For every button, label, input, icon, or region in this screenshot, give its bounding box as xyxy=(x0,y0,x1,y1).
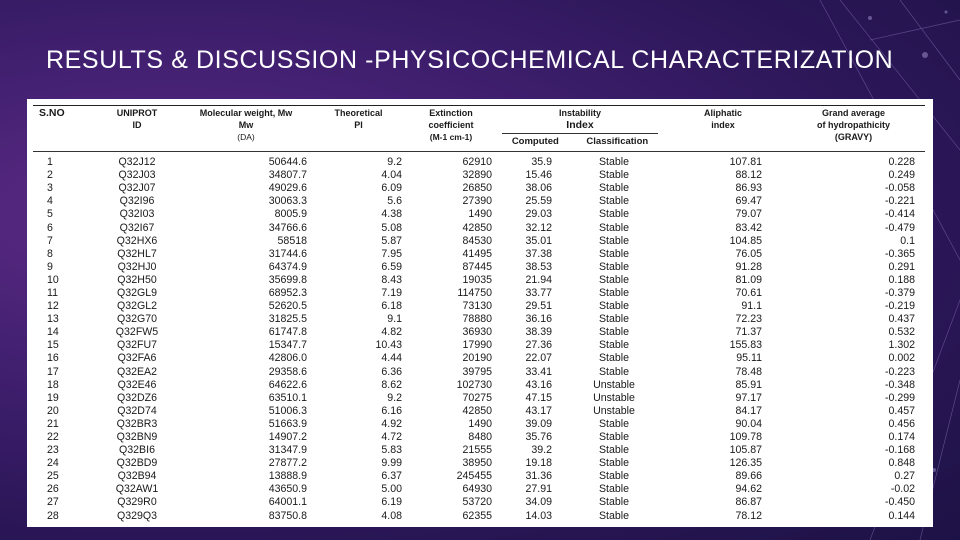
cell-molecular-weight: 29358.6 xyxy=(268,365,307,378)
cell-uniprot-id: Q32GL9 xyxy=(116,286,158,299)
cell-gravy: -0.168 xyxy=(884,444,915,457)
table-row xyxy=(33,221,925,234)
cell-instability-computed: 29.51 xyxy=(525,300,552,313)
cell-classification: Stable xyxy=(598,444,630,457)
table-row xyxy=(33,274,925,287)
cell-sno: 4 xyxy=(47,195,53,208)
cell-extinction-coefficient: 36930 xyxy=(462,326,492,339)
cell-classification: Stable xyxy=(598,365,630,378)
cell-uniprot-id: Q32I03 xyxy=(119,208,155,221)
table-body xyxy=(33,152,925,523)
header-theoretical-pi: Theoretical PI xyxy=(311,106,406,152)
cell-instability-computed: 36.16 xyxy=(525,313,552,326)
cell-theoretical-pi: 5.83 xyxy=(381,444,402,457)
cell-extinction-coefficient: 42850 xyxy=(462,221,492,234)
cell-theoretical-pi: 6.36 xyxy=(381,365,402,378)
table-row xyxy=(33,366,925,379)
cell-molecular-weight: 15347.7 xyxy=(268,339,307,352)
cell-uniprot-id: Q32BD9 xyxy=(116,457,158,470)
cell-uniprot-id: Q32FA6 xyxy=(117,352,157,365)
cell-sno: 7 xyxy=(47,234,53,247)
table-row xyxy=(33,418,925,431)
cell-extinction-coefficient: 62355 xyxy=(462,509,492,522)
cell-uniprot-id: Q32FW5 xyxy=(115,326,159,339)
cell-sno: 13 xyxy=(47,313,59,326)
cell-sno: 22 xyxy=(47,431,59,444)
cell-classification: Stable xyxy=(598,313,630,326)
cell-molecular-weight: 63510.1 xyxy=(268,391,307,404)
cell-uniprot-id: Q32HL7 xyxy=(117,247,157,260)
cell-uniprot-id: Q32H50 xyxy=(117,273,157,286)
cell-molecular-weight: 13888.9 xyxy=(268,470,307,483)
cell-sno: 6 xyxy=(47,221,53,234)
cell-molecular-weight: 31347.9 xyxy=(268,444,307,457)
cell-classification: Stable xyxy=(598,352,630,365)
cell-molecular-weight: 64001.1 xyxy=(268,496,307,509)
cell-extinction-coefficient: 32890 xyxy=(462,169,492,182)
table-row xyxy=(33,261,925,274)
cell-molecular-weight: 34807.7 xyxy=(268,169,307,182)
cell-instability-computed: 27.36 xyxy=(525,339,552,352)
cell-classification: Stable xyxy=(598,260,630,273)
cell-extinction-coefficient: 114750 xyxy=(457,286,492,299)
cell-instability-computed: 27.91 xyxy=(525,483,552,496)
cell-molecular-weight: 42806.0 xyxy=(268,352,307,365)
cell-gravy: -0.299 xyxy=(884,391,915,404)
cell-sno: 2 xyxy=(47,169,53,182)
cell-extinction-coefficient: 41495 xyxy=(462,247,492,260)
cell-theoretical-pi: 4.04 xyxy=(381,169,402,182)
cell-instability-computed: 39.09 xyxy=(525,417,552,430)
cell-theoretical-pi: 5.87 xyxy=(381,234,402,247)
cell-gravy: 0.532 xyxy=(888,326,915,339)
header-extinction-coefficient: Extinction coefficient (M-1 cm-1) xyxy=(406,106,496,152)
cell-aliphatic-index: 70.61 xyxy=(735,286,762,299)
cell-classification: Stable xyxy=(598,195,630,208)
cell-molecular-weight: 49029.6 xyxy=(268,182,307,195)
cell-instability-computed: 38.06 xyxy=(525,182,552,195)
cell-extinction-coefficient: 53720 xyxy=(462,496,492,509)
cell-classification: Stable xyxy=(598,496,630,509)
table-row xyxy=(33,182,925,195)
header-aliphatic-index: Aliphatic index xyxy=(664,106,782,152)
cell-sno: 20 xyxy=(47,404,59,417)
cell-instability-computed: 31.36 xyxy=(525,470,552,483)
cell-sno: 14 xyxy=(47,326,59,339)
table-row xyxy=(33,510,925,523)
cell-instability-computed: 39.2 xyxy=(531,444,552,457)
cell-classification: Stable xyxy=(598,286,630,299)
cell-uniprot-id: Q32FU7 xyxy=(116,339,158,352)
cell-theoretical-pi: 8.43 xyxy=(381,273,402,286)
cell-molecular-weight: 51006.3 xyxy=(268,404,307,417)
cell-aliphatic-index: 78.48 xyxy=(735,365,762,378)
cell-gravy: 1.302 xyxy=(888,339,915,352)
cell-molecular-weight: 43650.9 xyxy=(268,483,307,496)
cell-gravy: 0.456 xyxy=(888,417,915,430)
cell-sno: 16 xyxy=(47,352,59,365)
table-row xyxy=(33,235,925,248)
cell-sno: 26 xyxy=(47,483,59,496)
cell-sno: 17 xyxy=(47,365,59,378)
cell-extinction-coefficient: 78880 xyxy=(462,313,492,326)
cell-extinction-coefficient: 8480 xyxy=(468,431,492,444)
cell-molecular-weight: 35699.8 xyxy=(268,273,307,286)
cell-molecular-weight: 31825.5 xyxy=(268,313,307,326)
cell-instability-computed: 33.77 xyxy=(525,286,552,299)
header-instability-computed: Computed xyxy=(511,136,559,147)
cell-molecular-weight: 27877.2 xyxy=(268,457,307,470)
cell-aliphatic-index: 83.42 xyxy=(735,221,762,234)
cell-molecular-weight: 68952.3 xyxy=(268,286,307,299)
cell-aliphatic-index: 97.17 xyxy=(735,391,762,404)
header-sno: S.NO xyxy=(33,106,93,152)
cell-aliphatic-index: 79.07 xyxy=(735,208,762,221)
cell-instability-computed: 14.03 xyxy=(525,509,552,522)
table-row xyxy=(33,287,925,300)
cell-classification: Stable xyxy=(598,234,630,247)
cell-classification: Stable xyxy=(598,273,630,286)
cell-aliphatic-index: 88.12 xyxy=(735,169,762,182)
cell-sno: 15 xyxy=(47,339,59,352)
cell-aliphatic-index: 71.37 xyxy=(735,326,762,339)
cell-uniprot-id: Q32DZ6 xyxy=(116,391,158,404)
table-row xyxy=(33,339,925,352)
table-row xyxy=(33,208,925,221)
cell-classification: Unstable xyxy=(593,378,635,391)
cell-molecular-weight: 34766.6 xyxy=(268,221,307,234)
cell-instability-computed: 35.9 xyxy=(531,156,552,169)
cell-classification: Stable xyxy=(598,182,630,195)
cell-molecular-weight: 83750.8 xyxy=(268,509,307,522)
cell-instability-computed: 25.59 xyxy=(525,195,552,208)
cell-gravy: -0.02 xyxy=(890,483,915,496)
cell-sno: 9 xyxy=(47,260,53,273)
cell-aliphatic-index: 155.83 xyxy=(729,339,762,352)
cell-classification: Stable xyxy=(598,339,630,352)
table-row xyxy=(33,444,925,457)
cell-theoretical-pi: 8.62 xyxy=(381,378,402,391)
cell-theoretical-pi: 6.16 xyxy=(381,404,402,417)
cell-theoretical-pi: 4.72 xyxy=(381,431,402,444)
cell-gravy: 0.1 xyxy=(900,234,915,247)
cell-classification: Stable xyxy=(598,470,630,483)
cell-extinction-coefficient: 87445 xyxy=(462,260,492,273)
cell-classification: Stable xyxy=(598,483,630,496)
cell-uniprot-id: Q32HJ0 xyxy=(117,260,157,273)
cell-instability-computed: 38.39 xyxy=(525,326,552,339)
cell-molecular-weight: 64374.9 xyxy=(268,260,307,273)
cell-aliphatic-index: 78.12 xyxy=(735,509,762,522)
cell-aliphatic-index: 89.66 xyxy=(735,470,762,483)
cell-gravy: -0.450 xyxy=(884,496,915,509)
cell-sno: 8 xyxy=(47,247,53,260)
table-row xyxy=(33,431,925,444)
cell-uniprot-id: Q32BR3 xyxy=(116,417,158,430)
cell-molecular-weight: 31744.6 xyxy=(268,247,307,260)
cell-theoretical-pi: 5.08 xyxy=(381,221,402,234)
cell-gravy: 0.188 xyxy=(888,273,915,286)
cell-sno: 18 xyxy=(47,378,59,391)
cell-theoretical-pi: 5.6 xyxy=(387,195,402,208)
cell-instability-computed: 22.07 xyxy=(525,352,552,365)
table-row xyxy=(33,405,925,418)
cell-uniprot-id: Q32E46 xyxy=(117,378,157,391)
cell-uniprot-id: Q329Q3 xyxy=(116,509,158,522)
cell-sno: 5 xyxy=(47,208,53,221)
cell-theoretical-pi: 9.2 xyxy=(387,391,402,404)
cell-uniprot-id: Q32B94 xyxy=(117,470,157,483)
table-row xyxy=(33,496,925,509)
table-row xyxy=(33,195,925,208)
cell-gravy: 0.249 xyxy=(888,169,915,182)
cell-classification: Stable xyxy=(598,509,630,522)
table-row xyxy=(33,313,925,326)
table-row xyxy=(33,248,925,261)
cell-uniprot-id: Q32J03 xyxy=(118,169,156,182)
cell-uniprot-id: Q32I67 xyxy=(119,221,155,234)
cell-gravy: -0.221 xyxy=(884,195,915,208)
cell-molecular-weight: 50644.6 xyxy=(268,156,307,169)
cell-gravy: 0.144 xyxy=(888,509,915,522)
cell-aliphatic-index: 86.87 xyxy=(735,496,762,509)
cell-classification: Stable xyxy=(598,457,630,470)
cell-gravy: -0.058 xyxy=(884,182,915,195)
cell-uniprot-id: Q32J07 xyxy=(118,182,156,195)
cell-instability-computed: 29.03 xyxy=(525,208,552,221)
cell-aliphatic-index: 104.85 xyxy=(729,234,762,247)
cell-extinction-coefficient: 1490 xyxy=(468,208,492,221)
cell-aliphatic-index: 94.62 xyxy=(735,483,762,496)
cell-aliphatic-index: 105.87 xyxy=(729,444,762,457)
cell-uniprot-id: Q329R0 xyxy=(117,496,157,509)
cell-theoretical-pi: 5.00 xyxy=(381,483,402,496)
cell-theoretical-pi: 7.19 xyxy=(381,286,402,299)
table-row xyxy=(33,352,925,365)
cell-instability-computed: 32.12 xyxy=(525,221,552,234)
cell-gravy: 0.437 xyxy=(888,313,915,326)
cell-gravy: 0.27 xyxy=(894,470,915,483)
cell-sno: 11 xyxy=(47,286,58,299)
cell-sno: 3 xyxy=(47,182,53,195)
cell-gravy: -0.223 xyxy=(884,365,915,378)
cell-extinction-coefficient: 26850 xyxy=(462,182,492,195)
cell-extinction-coefficient: 19035 xyxy=(462,273,492,286)
cell-instability-computed: 19.18 xyxy=(525,457,552,470)
cell-extinction-coefficient: 73130 xyxy=(462,300,492,313)
cell-gravy: -0.348 xyxy=(884,378,915,391)
cell-classification: Stable xyxy=(598,156,630,169)
cell-instability-computed: 34.09 xyxy=(525,496,552,509)
cell-gravy: 0.228 xyxy=(888,156,915,169)
cell-gravy: 0.457 xyxy=(888,404,915,417)
cell-uniprot-id: Q32BI6 xyxy=(119,444,155,457)
cell-instability-computed: 15.46 xyxy=(525,169,552,182)
cell-extinction-coefficient: 38950 xyxy=(462,457,492,470)
cell-theoretical-pi: 7.95 xyxy=(381,247,402,260)
cell-extinction-coefficient: 20190 xyxy=(462,352,492,365)
results-table-panel xyxy=(27,99,933,527)
cell-aliphatic-index: 90.04 xyxy=(735,417,762,430)
table-row xyxy=(33,483,925,496)
cell-sno: 24 xyxy=(47,457,59,470)
cell-sno: 25 xyxy=(47,470,59,483)
cell-theoretical-pi: 4.82 xyxy=(381,326,402,339)
cell-instability-computed: 35.76 xyxy=(525,431,552,444)
cell-theoretical-pi: 10.43 xyxy=(375,339,402,352)
header-gravy: Grand average of hydropathicity (GRAVY) xyxy=(782,106,925,152)
cell-aliphatic-index: 84.17 xyxy=(735,404,762,417)
table-header-row xyxy=(33,106,925,152)
cell-uniprot-id: Q32BN9 xyxy=(116,431,158,444)
cell-molecular-weight: 64622.6 xyxy=(268,378,307,391)
cell-uniprot-id: Q32HX6 xyxy=(116,234,158,247)
cell-extinction-coefficient: 1490 xyxy=(468,417,492,430)
cell-classification: Stable xyxy=(598,300,630,313)
cell-instability-computed: 33.41 xyxy=(525,365,552,378)
cell-uniprot-id: Q32I96 xyxy=(119,195,155,208)
cell-instability-computed: 47.15 xyxy=(525,391,552,404)
cell-classification: Stable xyxy=(598,431,630,444)
table-row xyxy=(33,457,925,470)
cell-instability-computed: 38.53 xyxy=(525,260,552,273)
physicochemical-table xyxy=(33,105,925,523)
cell-molecular-weight: 14907.2 xyxy=(268,431,307,444)
cell-gravy: 0.002 xyxy=(888,352,915,365)
cell-aliphatic-index: 95.11 xyxy=(736,352,762,365)
cell-aliphatic-index: 86.93 xyxy=(735,182,762,195)
cell-theoretical-pi: 6.18 xyxy=(381,300,402,313)
cell-classification: Stable xyxy=(598,221,630,234)
cell-sno: 28 xyxy=(47,509,59,522)
header-uniprot-id: UNIPROT ID xyxy=(93,106,181,152)
cell-classification: Stable xyxy=(598,169,630,182)
cell-molecular-weight: 51663.9 xyxy=(268,417,307,430)
cell-theoretical-pi: 9.1 xyxy=(387,313,402,326)
cell-aliphatic-index: 85.91 xyxy=(735,378,762,391)
cell-uniprot-id: Q32EA2 xyxy=(116,365,158,378)
cell-extinction-coefficient: 245455 xyxy=(456,470,492,483)
cell-sno: 19 xyxy=(47,391,59,404)
cell-extinction-coefficient: 70275 xyxy=(462,391,492,404)
cell-aliphatic-index: 81.09 xyxy=(735,273,762,286)
cell-theoretical-pi: 4.92 xyxy=(381,417,402,430)
cell-gravy: -0.219 xyxy=(884,300,915,313)
cell-extinction-coefficient: 84530 xyxy=(462,234,492,247)
cell-sno: 27 xyxy=(47,496,59,509)
cell-extinction-coefficient: 62910 xyxy=(462,156,492,169)
cell-extinction-coefficient: 39795 xyxy=(462,365,492,378)
cell-theoretical-pi: 4.44 xyxy=(381,352,402,365)
table-row xyxy=(33,379,925,392)
table-row xyxy=(33,470,925,483)
cell-uniprot-id: Q32G70 xyxy=(116,313,158,326)
cell-aliphatic-index: 91.28 xyxy=(735,260,762,273)
cell-aliphatic-index: 126.35 xyxy=(729,457,762,470)
table-row xyxy=(33,300,925,313)
cell-theoretical-pi: 9.2 xyxy=(387,156,402,169)
cell-gravy: 0.848 xyxy=(888,457,915,470)
header-molecular-weight: Molecular weight, Mw Mw (DA) xyxy=(181,106,311,152)
cell-theoretical-pi: 4.08 xyxy=(381,509,402,522)
cell-instability-computed: 43.17 xyxy=(525,404,552,417)
cell-instability-computed: 43.16 xyxy=(525,378,552,391)
cell-instability-computed: 21.94 xyxy=(525,273,552,286)
cell-theoretical-pi: 4.38 xyxy=(381,208,402,221)
cell-gravy: -0.479 xyxy=(884,221,915,234)
cell-classification: Unstable xyxy=(593,404,635,417)
cell-molecular-weight: 52620.5 xyxy=(268,300,307,313)
cell-uniprot-id: Q32GL2 xyxy=(116,300,158,313)
cell-theoretical-pi: 6.37 xyxy=(381,470,402,483)
cell-molecular-weight: 30063.3 xyxy=(268,195,307,208)
cell-sno: 12 xyxy=(47,300,59,313)
cell-aliphatic-index: 107.81 xyxy=(729,156,762,169)
cell-theoretical-pi: 6.59 xyxy=(381,260,402,273)
cell-gravy: 0.174 xyxy=(888,431,915,444)
cell-molecular-weight: 61747.8 xyxy=(268,326,307,339)
cell-classification: Stable xyxy=(598,247,630,260)
cell-extinction-coefficient: 102730 xyxy=(456,378,492,391)
cell-aliphatic-index: 76.05 xyxy=(735,247,762,260)
cell-classification: Unstable xyxy=(593,391,635,404)
cell-sno: 23 xyxy=(47,444,59,457)
table-row xyxy=(33,326,925,339)
cell-extinction-coefficient: 21555 xyxy=(462,444,492,457)
cell-uniprot-id: Q32D74 xyxy=(117,404,157,417)
cell-classification: Stable xyxy=(598,208,630,221)
cell-gravy: -0.365 xyxy=(884,247,915,260)
cell-sno: 10 xyxy=(47,273,59,286)
cell-theoretical-pi: 9.99 xyxy=(381,457,402,470)
cell-molecular-weight: 58518 xyxy=(277,234,307,247)
cell-aliphatic-index: 109.78 xyxy=(729,431,762,444)
cell-theoretical-pi: 6.19 xyxy=(381,496,402,509)
table-row xyxy=(33,169,925,182)
cell-sno: 1 xyxy=(47,156,53,169)
cell-gravy: 0.291 xyxy=(888,260,915,273)
cell-extinction-coefficient: 17990 xyxy=(462,339,492,352)
table-row xyxy=(33,392,925,405)
cell-theoretical-pi: 6.09 xyxy=(381,182,402,195)
cell-sno: 21 xyxy=(47,417,59,430)
cell-extinction-coefficient: 42850 xyxy=(462,404,492,417)
cell-classification: Stable xyxy=(598,326,630,339)
cell-gravy: -0.379 xyxy=(884,286,915,299)
cell-extinction-coefficient: 64930 xyxy=(462,483,492,496)
cell-uniprot-id: Q32J12 xyxy=(118,156,156,169)
cell-gravy: -0.414 xyxy=(884,208,915,221)
cell-molecular-weight: 8005.9 xyxy=(274,208,307,221)
cell-uniprot-id: Q32AW1 xyxy=(115,483,159,496)
cell-extinction-coefficient: 27390 xyxy=(462,195,492,208)
cell-instability-computed: 35.01 xyxy=(525,234,552,247)
cell-classification: Stable xyxy=(598,417,630,430)
slide-title: RESULTS & DISCUSSION -PHYSICOCHEMICAL CHARACTERIZATION xyxy=(46,46,894,74)
cell-aliphatic-index: 69.47 xyxy=(735,195,762,208)
cell-aliphatic-index: 72.23 xyxy=(735,313,762,326)
table-row xyxy=(33,152,925,170)
header-instability-index: Instability Index Computed Classification xyxy=(496,106,664,152)
cell-instability-computed: 37.38 xyxy=(525,247,552,260)
header-instability-classification: Classification xyxy=(586,136,649,147)
cell-aliphatic-index: 91.1 xyxy=(741,300,762,313)
